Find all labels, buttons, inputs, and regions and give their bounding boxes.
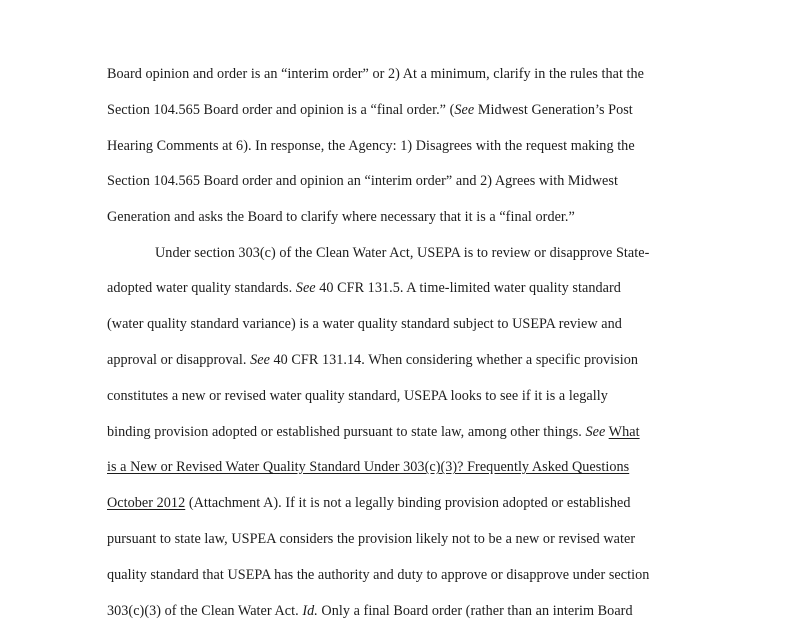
citation-signal: See	[295, 280, 316, 296]
text-line	[107, 521, 635, 557]
text-line	[107, 557, 649, 593]
text-span: quality standard that USEPA has the authority and duty to approve or disapprove under section	[107, 567, 650, 583]
text-line	[107, 449, 629, 485]
citation-signal: See	[585, 424, 606, 440]
faq-title-link: is a New or Revised Water Quality Standard Under 303(c)(3)? Frequently Asked Questions	[107, 459, 630, 475]
text-span: constitutes a new or revised water quality standard, USEPA looks to see if it is a legally	[107, 388, 608, 404]
text-span: 40 CFR 131.5. A time-limited water quality standard	[315, 280, 621, 296]
text-line	[107, 56, 644, 92]
text-line	[107, 199, 575, 235]
text-line	[155, 235, 649, 271]
text-span: Midwest Generation’s Post	[474, 102, 633, 118]
citation-signal: Id.	[302, 603, 318, 619]
text-span: binding provision adopted or established pursuant to state law, among other things.	[107, 424, 586, 440]
text-span: Section 104.565 Board order and opinion an “interim order” and 2) Agrees with Midwest	[107, 173, 618, 189]
text-span: Only a final Board order (rather than an interim Board	[317, 603, 633, 619]
text-line	[107, 270, 621, 306]
text-span: Hearing Comments at 6). In response, the Agency: 1) Disagrees with the request making the	[107, 138, 635, 154]
text-span: Board opinion and order is an “interim order” or 2) At a minimum, clarify in the rules that the	[107, 66, 645, 82]
text-span: approval or disapproval.	[107, 352, 251, 368]
text-span: Section 104.565 Board order and opinion is a “final order.” (	[107, 102, 455, 118]
text-span: 303(c)(3) of the Clean Water Act.	[107, 603, 303, 619]
text-span: 40 CFR 131.14. When considering whether a specific provision	[269, 352, 638, 368]
text-line	[107, 306, 622, 342]
text-line	[107, 342, 638, 378]
citation-signal: See	[250, 352, 270, 368]
text-line	[107, 414, 640, 450]
text-line	[107, 378, 608, 414]
citation-signal: See	[454, 102, 475, 118]
text-span: Under section 303(c) of the Clean Water Act, USEPA is to review or disapprove State-	[155, 245, 650, 261]
faq-title-link: What	[608, 424, 640, 440]
text-span: (Attachment A). If it is not a legally binding provision adopted or established	[185, 495, 631, 511]
text-span: (water quality standard variance) is a water quality standard subject to USEPA review and	[107, 316, 622, 332]
text-line	[107, 485, 631, 521]
faq-title-link: October 2012	[107, 495, 186, 511]
text-span: pursuant to state law, USPEA considers the provision likely not to be a new or revised water	[107, 531, 636, 547]
text-span: Generation and asks the Board to clarify where necessary that it is a “final order.”	[107, 209, 575, 225]
text-line	[107, 163, 618, 199]
text-line	[107, 92, 633, 128]
text-span: adopted water quality standards.	[107, 280, 296, 296]
text-line	[107, 128, 635, 164]
text-line	[107, 593, 633, 629]
